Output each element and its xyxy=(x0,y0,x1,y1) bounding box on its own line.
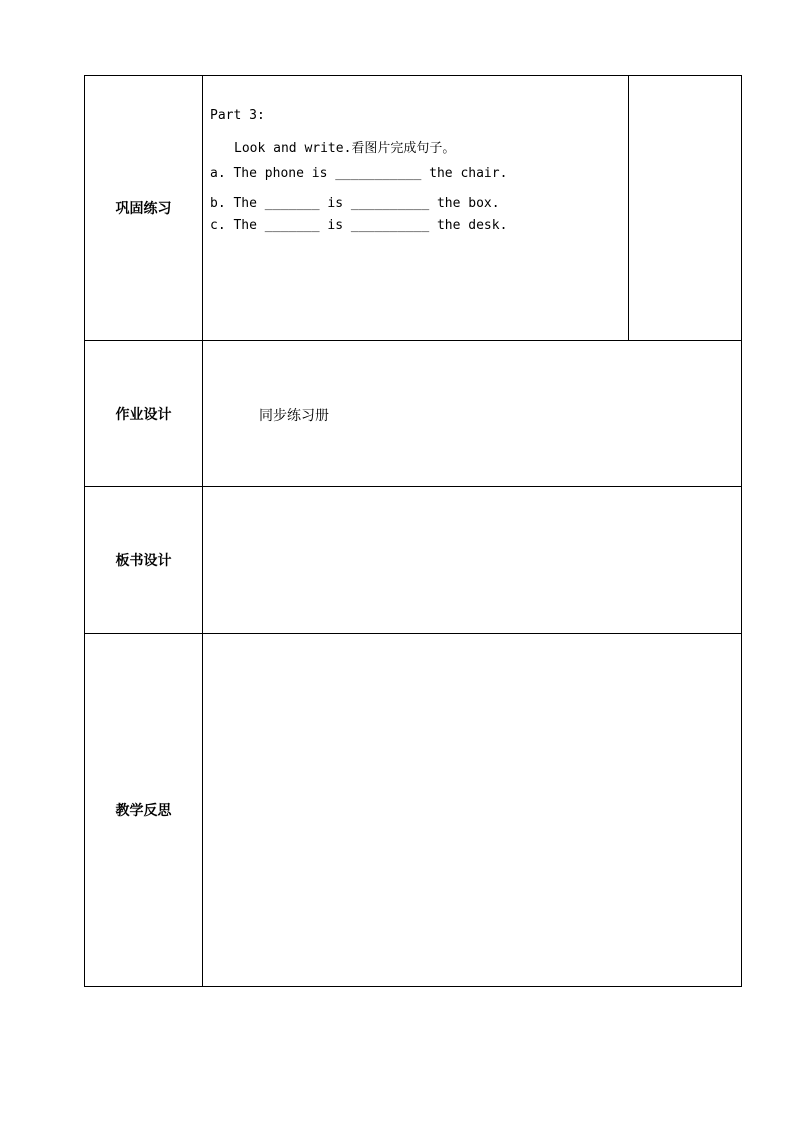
practice-content-cell xyxy=(203,76,741,340)
board-design-content-cell xyxy=(203,487,741,633)
reflection-content-cell xyxy=(203,634,741,986)
homework-content-cell xyxy=(203,341,741,487)
instruction-text: Look and write.看图片完成句子。 xyxy=(234,141,456,156)
table-row-board-design xyxy=(85,486,741,633)
practice-notes-cell xyxy=(628,76,741,340)
row-label-homework: 作业设计 xyxy=(85,341,203,487)
row-label-reflection: 教学反思 xyxy=(85,634,203,986)
row-label-practice: 巩固练习 xyxy=(85,76,203,340)
table-row-homework xyxy=(85,340,741,487)
exercise-item-c: c. The _______ is __________ the desk. xyxy=(210,218,508,233)
part-title: Part 3: xyxy=(210,108,265,123)
lesson-plan-table xyxy=(84,75,742,987)
table-row-practice xyxy=(85,76,741,340)
exercise-item-a: a. The phone is ___________ the chair. xyxy=(210,166,508,181)
exercise-item-b: b. The _______ is __________ the box. xyxy=(210,196,500,211)
homework-text: 同步练习册 xyxy=(259,408,329,424)
table-row-reflection xyxy=(85,633,741,986)
row-label-board-design: 板书设计 xyxy=(85,487,203,633)
